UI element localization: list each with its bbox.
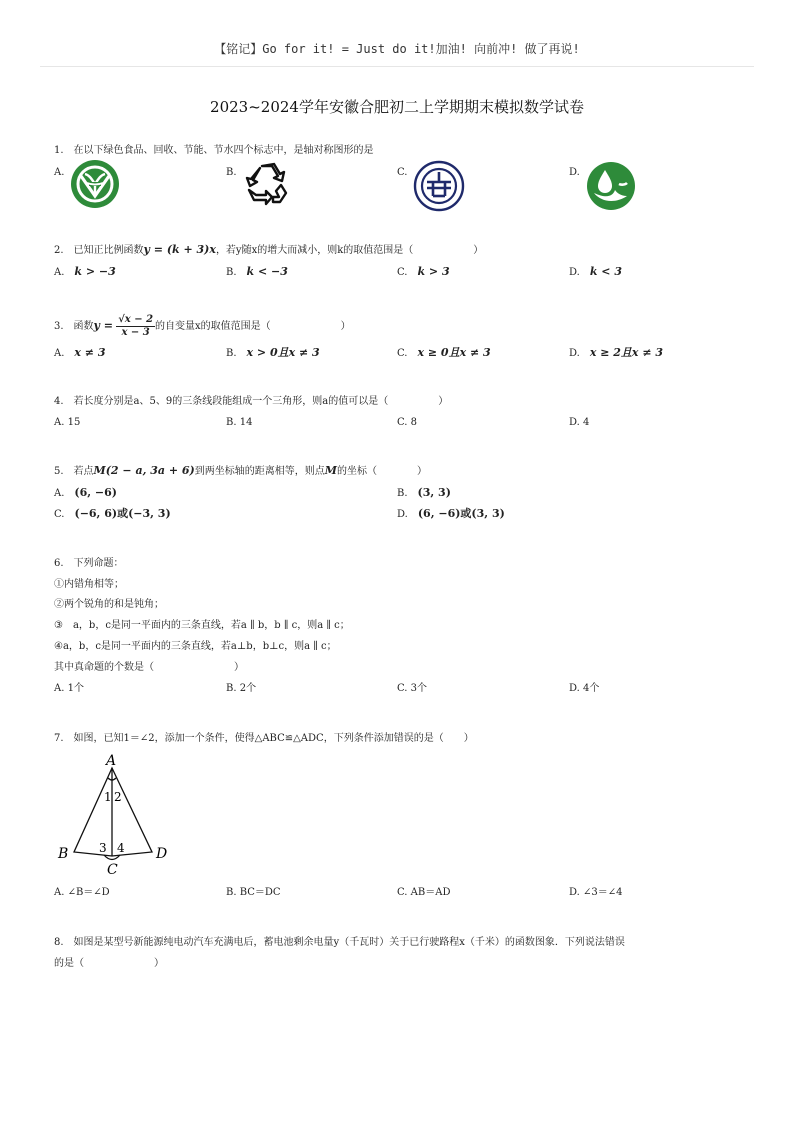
- q3-stem: 3. 函数y = $\frac{√x - 2}{x - 3}$ 的自变量x的取值范围是（ ）: [54, 314, 351, 338]
- q6-option-a: A. 1个: [54, 683, 84, 694]
- q3-option-a: A. x ≠ 3: [54, 346, 106, 359]
- vertex-b-label: B: [58, 846, 69, 862]
- q3-option-c: C. x ≥ 0且x ≠ 3: [397, 346, 491, 359]
- q6-proposition-2: ②两个锐角的和是钝角；: [54, 599, 164, 610]
- q2-option-d: D. k < 3: [569, 265, 622, 278]
- q7-option-d: D. ∠3＝∠4: [569, 887, 623, 898]
- vertex-d-label: D: [156, 846, 168, 862]
- angle-4-label: 4: [117, 841, 125, 855]
- q2-function: y = (k + 3)x: [143, 243, 216, 256]
- q1-option-d-label: D.: [569, 167, 580, 178]
- energy-saving-icon: [413, 160, 465, 212]
- q4-option-b: B. 14: [226, 417, 253, 428]
- q1-option-c-label: C.: [397, 167, 408, 178]
- angle-2-label: 2: [114, 790, 122, 804]
- header-motto: 【铭记】Go for it! = Just do it!加油! 向前冲! 做了再说!: [214, 42, 580, 56]
- header-divider: [40, 66, 754, 67]
- q2-option-a: A. k > −3: [54, 265, 116, 278]
- angle-3-label: 3: [99, 841, 107, 855]
- vertex-c-label: C: [107, 862, 118, 878]
- q8-stem-line-1: 8. 如图是某型号新能源纯电动汽车充满电后，蓄电池剩余电量y（千瓦时）关于已行驶路程x（千米）的函数图象．下列说法错误: [54, 937, 625, 948]
- q5-option-d: D. (6, −6)或(3, 3): [397, 507, 505, 520]
- triangle-figure: [54, 752, 184, 878]
- q4-option-c: C. 8: [397, 417, 418, 428]
- q5-option-b: B. (3, 3): [397, 486, 451, 499]
- q1-option-b-label: B.: [226, 167, 237, 178]
- q4-option-d: D. 4: [569, 417, 590, 428]
- q2-option-c: C. k > 3: [397, 265, 450, 278]
- recycle-icon: [243, 160, 291, 208]
- q4-option-a: A. 15: [54, 417, 81, 428]
- q6-proposition-4: ④a，b，c是同一平面内的三条直线，若a⊥b，b⊥c，则a ∥ c；: [54, 641, 337, 652]
- q2-option-b: B. k < −3: [226, 265, 288, 278]
- q6-option-b: B. 2个: [226, 683, 257, 694]
- angle-1-label: 1: [104, 790, 112, 804]
- green-food-icon: [69, 158, 121, 210]
- q6-option-d: D. 4个: [569, 683, 600, 694]
- q8-stem-line-2: 的是（ ）: [54, 958, 164, 969]
- q4-stem: 4. 若长度分别是a、5、9的三条线段能组成一个三角形，则a的值可以是（ ）: [54, 396, 449, 407]
- q6-proposition-3: ③ a，b，c是同一平面内的三条直线，若a ∥ b，b ∥ c，则a ∥ c；: [54, 620, 350, 631]
- q7-stem: 7. 如图，已知1＝∠2，添加一个条件，使得△ABC≌△ADC，下列条件添加错误的是（ ）: [54, 733, 474, 744]
- water-saving-icon: [585, 160, 637, 212]
- q1-option-a-label: A.: [54, 167, 65, 178]
- q5-option-c: C. (−6, 6)或(−3, 3): [54, 507, 171, 520]
- q3-fraction: $\frac{√x - 2}{x - 3}$: [118, 314, 154, 338]
- q1-stem: 1. 在以下绿色食品、回收、节能、节水四个标志中，是轴对称图形的是: [54, 145, 374, 156]
- q5-option-a: A. (6, −6): [54, 486, 117, 499]
- q5-stem: 5. 若点M(2 − a, 3a + 6)到两坐标轴的距离相等，则点M的坐标（ ）: [54, 464, 427, 477]
- page-title: 2023~2024学年安徽合肥初二上学期期末模拟数学试卷: [210, 98, 584, 116]
- q6-stem: 6. 下列命题：: [54, 558, 124, 569]
- q6-proposition-1: ①内错角相等；: [54, 579, 124, 590]
- q6-option-c: C. 3个: [397, 683, 428, 694]
- q6-question-tail: 其中真命题的个数是（ ）: [54, 662, 244, 673]
- q3-option-b: B. x > 0且x ≠ 3: [226, 346, 320, 359]
- q3-option-d: D. x ≥ 2且x ≠ 3: [569, 346, 664, 359]
- q2-stem: 2. 已知正比例函数y = (k + 3)x，若y随x的增大而减小，则k的取值范围是（ ）: [54, 243, 484, 256]
- q7-option-c: C. AB＝AD: [397, 887, 451, 898]
- q7-option-b: B. BC＝DC: [226, 887, 281, 898]
- vertex-a-label: A: [106, 753, 117, 769]
- q7-option-a: A. ∠B＝∠D: [54, 887, 110, 898]
